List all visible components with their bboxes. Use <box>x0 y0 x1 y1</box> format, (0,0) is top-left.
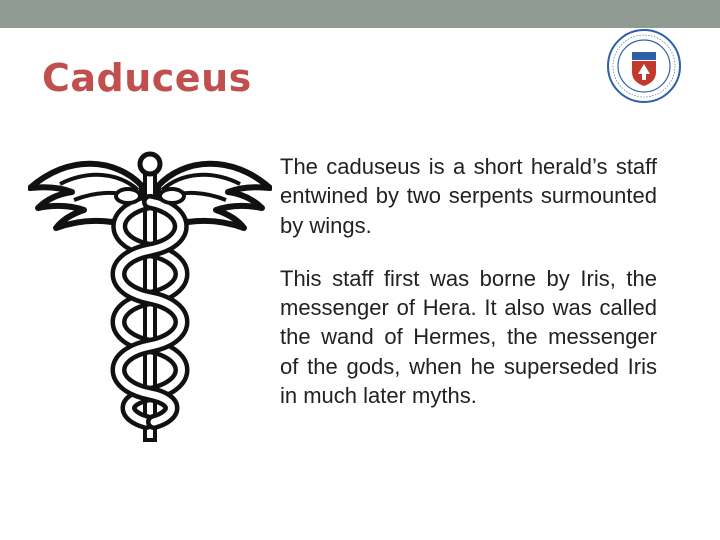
slide-title: Caduceus <box>42 56 252 100</box>
university-seal-icon <box>606 28 682 104</box>
body-text <box>280 152 657 434</box>
paragraph-1: The caduseus is a short herald’s staff entwined by two serpents surmounted by wings. <box>280 154 657 238</box>
paragraph-2: This staff first was borne by Iris, the messenger of Hera. It also was called the wand of Hermes, the messenger of the gods, when he superseded Iris in much later myths. <box>280 265 657 408</box>
caduceus-icon <box>28 150 272 442</box>
top-bar <box>0 0 720 28</box>
